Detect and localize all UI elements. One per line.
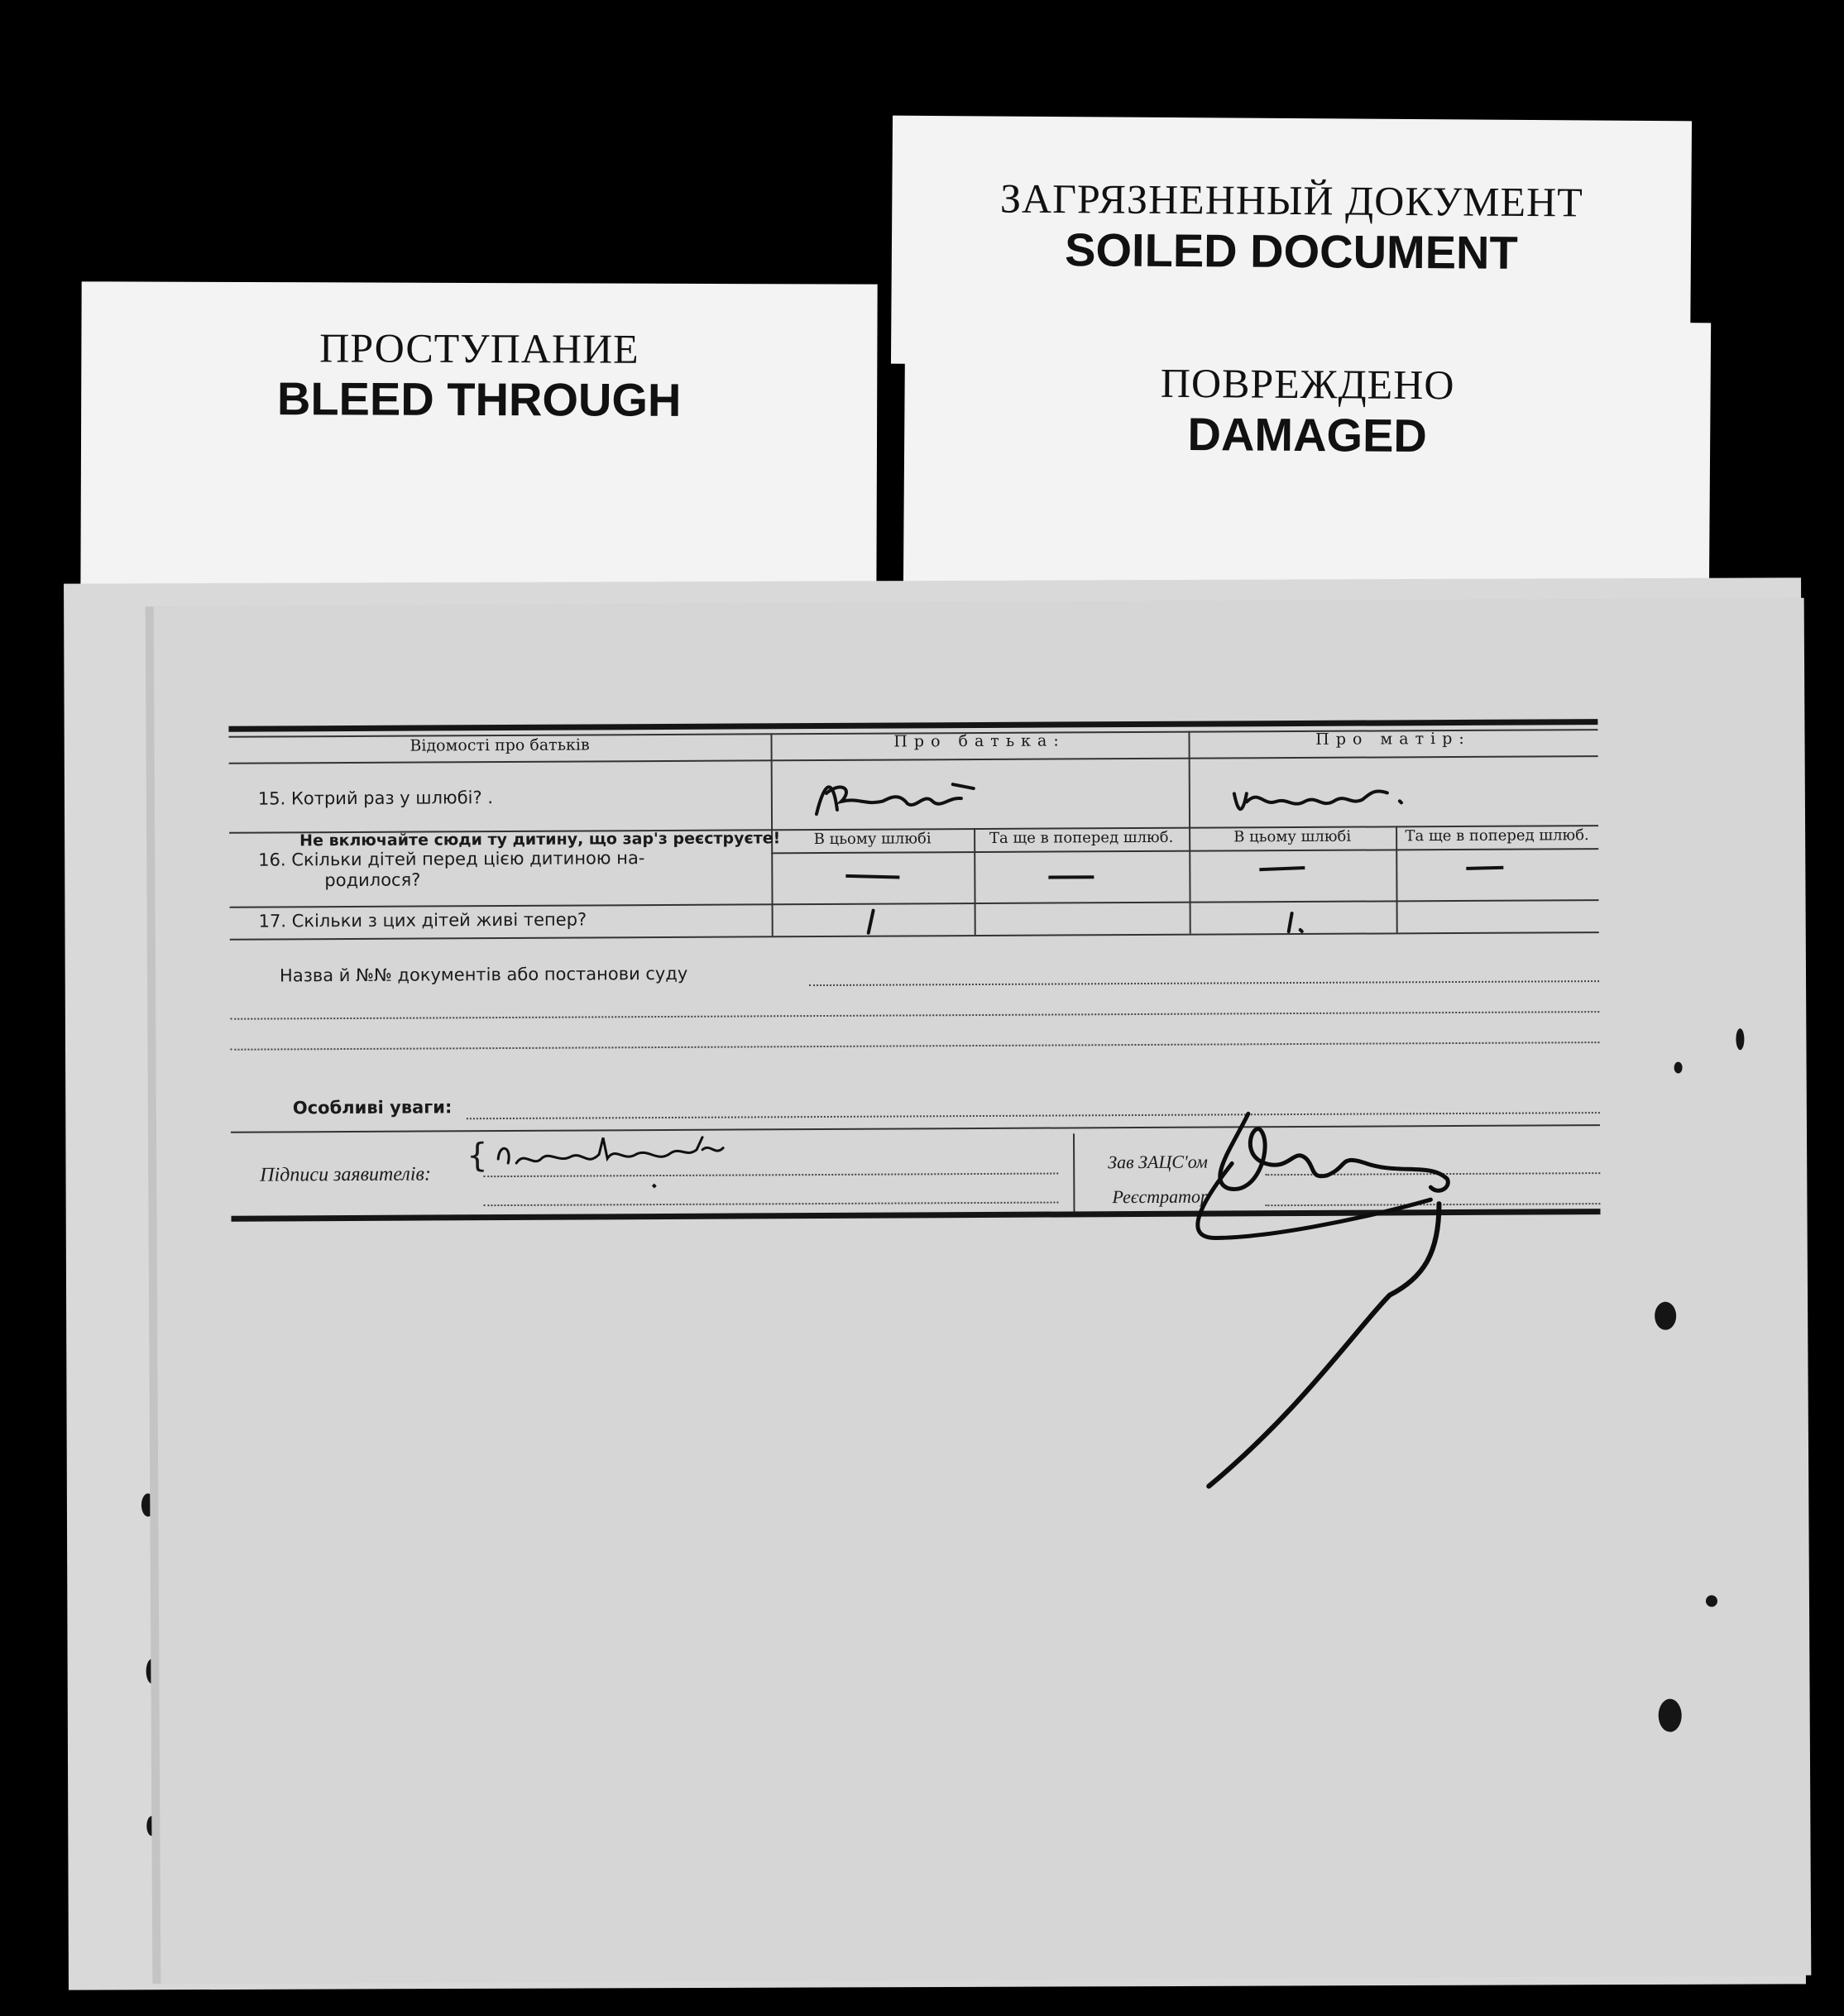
damaged-card: [903, 318, 1711, 605]
parents-info-header: Відомості про батьків: [410, 735, 590, 755]
soiled-label-ru: ЗАГРЯЗНЕННЫЙ ДОКУМЕНТ: [999, 175, 1583, 226]
signature-divider: [1073, 1133, 1075, 1212]
handwritten-answer-father-15: [808, 764, 990, 831]
bleed-through-card: [80, 281, 877, 606]
question-16-line1: 16. Скільки дітей перед цією дитиною на-: [258, 848, 645, 870]
mother-header: Про матір:: [1315, 729, 1471, 749]
handwritten-dash: [1255, 861, 1321, 878]
soiled-label-en: SOILED DOCUMENT: [1064, 223, 1518, 279]
form-rule: [229, 755, 1598, 764]
bracket: {: [467, 1137, 488, 1176]
damaged-label-ru: ПОВРЕЖДЕНО: [1160, 359, 1455, 409]
registrar-signature: [1149, 1095, 1566, 1743]
head-label: Зав ЗАЦС'ом: [1108, 1151, 1209, 1173]
punch-hole: [1674, 1062, 1683, 1074]
mother-previous-marriage-header: Та ще в поперед шлюб.: [1405, 826, 1589, 845]
mother-this-marriage-header: В цьому шлюбі: [1233, 827, 1352, 846]
form-rule: [771, 848, 1598, 854]
punch-hole: [141, 1493, 155, 1516]
handwritten-dash: [1044, 869, 1110, 885]
applicant-signature: [491, 1133, 757, 1217]
punch-hole: [1736, 1028, 1744, 1050]
bleed-label-ru: ПРОСТУПАНИЕ: [319, 324, 639, 372]
documents-field-line: [230, 1011, 1599, 1020]
form-rule: [230, 931, 1599, 941]
registrar-label: Реєстратор: [1112, 1185, 1210, 1208]
handwritten-dash: [1462, 860, 1528, 877]
father-header: Про батька:: [893, 731, 1066, 751]
documents-label: Назва й №№ документів або постанови суду: [279, 963, 688, 986]
question-16-note: Не включайте сюди ту дитину, що зар'з реєструєте!: [299, 829, 781, 850]
question-17: 17. Скільки з цих дітей живі тепер?: [258, 909, 587, 931]
bleed-label-en: BLEED THROUGH: [276, 372, 682, 426]
documents-field-line: [230, 1042, 1599, 1051]
question-16-line2: родилося?: [324, 869, 421, 891]
punch-hole: [146, 1816, 156, 1836]
punch-hole: [1659, 1699, 1682, 1732]
special-remarks-label: Особливі уваги:: [292, 1097, 453, 1118]
damaged-label-en: DAMAGED: [1187, 407, 1428, 462]
punch-hole: [1655, 1302, 1676, 1330]
document-sheet: [154, 598, 1812, 1984]
father-previous-marriage-header: Та ще в поперед шлюб.: [989, 828, 1174, 847]
handwritten-answer-mother-15: [1226, 768, 1416, 826]
punch-hole: [1706, 1595, 1717, 1607]
applicant-signatures-label: Підписи заявителів:: [260, 1163, 431, 1186]
question-15: 15. Котрий раз у шлюбі? .: [257, 788, 494, 809]
handwritten-dash: [841, 867, 908, 883]
form-rule: [230, 899, 1599, 908]
documents-field: [809, 980, 1599, 986]
father-this-marriage-header: В цьому шлюбі: [813, 830, 932, 849]
punch-hole: [146, 1659, 158, 1683]
